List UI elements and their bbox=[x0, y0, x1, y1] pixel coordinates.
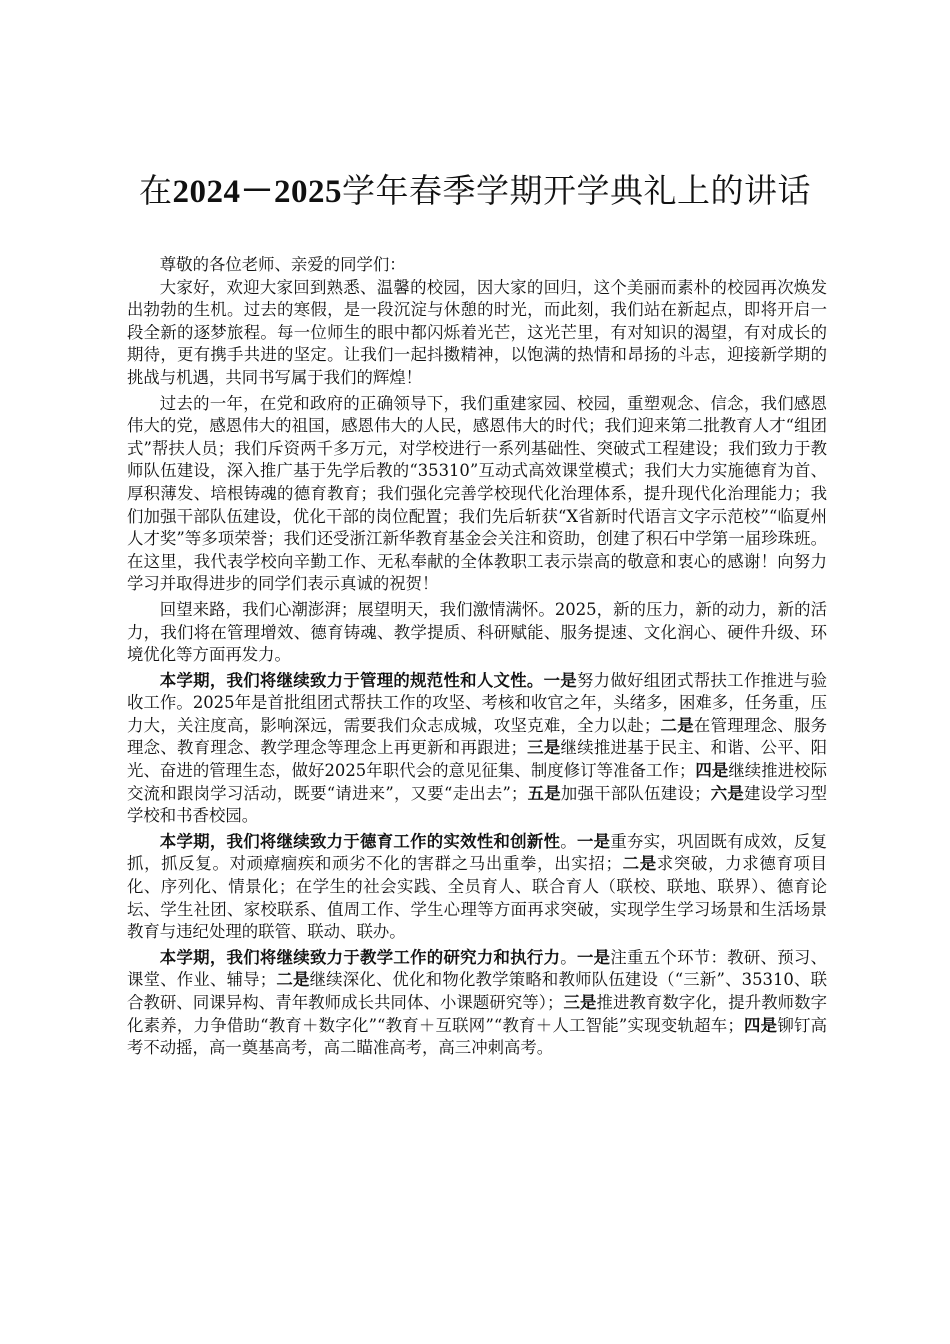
point-text: 重夯实，巩固既有成效，反复抓，抓反复。对顽瘴痼疾和顽劣不化的害群之马出重拳，出实招； bbox=[127, 831, 827, 874]
point-text: 求突破，力求德育项目化、序列化、情景化；在学生的社会实践、全员育人、联合育人（联校、联地、联界）、德育论坛、学生社团、家校联系、值周工作、学生心理等方面再求突破，实现学生学习场景和生活场景教育与违纪处理的联管、联动、联办。 bbox=[127, 854, 828, 942]
paragraph-review: 过去的一年，在党和政府的正确领导下，我们重建家园、校园，重塑观念、信念，我们感恩伟大的党，感恩伟大的祖国，感恩伟大的人民，感恩伟大的时代；我们迎来第二批教育人才“组团式”帮扶人员；我们斥资两千多万元，对学校进行一系列基础性、突破式工程建设；我们致力于教师队伍建设，深入推广基于先学后教的“35310”互动式高效课堂模式；我们大力实施德育为首、厚积薄发、培根铸魂的德育教育；我们强化完善学校现代化治理体系，提升现代化治理能力；我们加强干部队伍建设，优化干部的岗位配置；我们先后斩获“X省新时代语言文字示范校”“临夏州人才奖”等多项荣誉；我们还受浙江新华教育基金会关注和资助，创建了积石中学第一届珍珠班。在这里，我代表学校向辛勤工作、无私奉献的全体教职工表示崇高的敬意和衷心的感谢！向努力学习并取得进步的同学们表示真诚的祝贺！ bbox=[127, 393, 827, 594]
point-text: 努力做好组团式帮扶工作推进与验收工作。2025年是首批组团式帮扶工作的攻坚、考核和收官之年，头绪多，困难多，任务重，压力大，关注度高，影响深远，需要我们众志成城，攻坚克难，全力以赴； bbox=[127, 670, 827, 735]
point-text: 继续深化、优化和物化教学策略和教师队伍建设（“三新”、35310、联合教研、同课异构、青年教师成长共同体、小课题研究等）； bbox=[127, 970, 828, 1012]
speech-body bbox=[127, 254, 827, 1060]
title-prefix: 在 bbox=[139, 171, 173, 210]
teaching-lead: 本学期，我们将继续致力于教学工作的研究力和执行力 bbox=[159, 947, 561, 967]
paragraph-welcome: 大家好，欢迎大家回到熟悉、温馨的校园，因大家的回归，这个美丽而素朴的校园再次焕发出勃勃的生机。过去的寒假，是一段沉淀与休憩的时光，而此刻，我们站在新起点，即将开启一段全新的逐梦旅程。每一位师生的眼中都闪烁着光芒，这光芒里，有对知识的渴望，有对成长的期待，更有携手共进的坚定。让我们一起抖擞精神，以饱满的热情和昂扬的斗志，迎接新学期的挑战与机遇，共同书写属于我们的辉煌！ bbox=[127, 277, 827, 387]
point-marker: 五是 bbox=[527, 783, 561, 803]
lead-punctuation: 。 bbox=[560, 831, 577, 851]
title-years: 2024－2025 bbox=[172, 174, 342, 210]
point-text: 继续推进校际交流和跟岗学习活动，既要“请进来”，又要“走出去”； bbox=[127, 761, 828, 803]
point-marker: 四是 bbox=[743, 1015, 778, 1035]
point-marker: 一是 bbox=[543, 670, 577, 690]
point-text: 建设学习型学校和书香校园。 bbox=[127, 783, 828, 826]
paragraph-outlook: 回望来路，我们心潮澎湃；展望明天，我们激情满怀。2025，新的压力，新的动力，新的活力，我们将在管理增效、德育铸魂、教学提质、科研赋能、服务提速、文化润心、硬件升级、环境优化等方面再发力。 bbox=[127, 599, 827, 665]
lead-punctuation: 。 bbox=[560, 947, 577, 967]
point-marker: 二是 bbox=[660, 715, 694, 735]
point-marker: 三是 bbox=[563, 993, 597, 1012]
title-suffix: 学年春季学期开学典礼上的讲话 bbox=[342, 171, 811, 210]
point-marker: 一是 bbox=[576, 947, 611, 967]
point-text: 继续推进基于民主、和谐、公平、阳光、奋进的管理生态，做好2025年职代会的意见征集、制度修订等准备工作； bbox=[127, 738, 828, 781]
point-marker: 二是 bbox=[276, 970, 310, 990]
point-text: 加强干部队伍建设； bbox=[560, 783, 711, 803]
point-text: 注重五个环节：教研、预习、课堂、作业、辅导； bbox=[127, 947, 827, 990]
point-marker: 六是 bbox=[710, 783, 745, 803]
page-title bbox=[110, 168, 840, 215]
point-marker: 三是 bbox=[526, 738, 561, 758]
paragraph-management bbox=[127, 670, 827, 828]
point-text: 铆钉高考不动摇，高一奠基高考，高二瞄准高考，高三冲刺高考。 bbox=[127, 1015, 827, 1058]
paragraph-teaching bbox=[127, 947, 827, 1060]
point-marker: 二是 bbox=[621, 854, 657, 874]
management-lead: 本学期，我们将继续致力于管理的规范性和人文性。 bbox=[159, 670, 544, 690]
salutation: 尊敬的各位老师、亲爱的同学们： bbox=[159, 255, 406, 274]
point-text: 推进教育数字化，提升教师数字化素养，力争借助“教育＋数字化”“教育＋互联网”“教育＋人工智能”实现变轨超车； bbox=[127, 993, 828, 1035]
paragraph-moral-education bbox=[127, 831, 827, 944]
point-marker: 一是 bbox=[576, 831, 611, 851]
point-text: 在管理理念、服务理念、教育理念、教学理念等理念上再更新和再跟进； bbox=[127, 715, 828, 758]
point-marker: 四是 bbox=[695, 761, 729, 781]
moral-education-lead: 本学期，我们将继续致力于德育工作的实效性和创新性 bbox=[159, 831, 561, 851]
